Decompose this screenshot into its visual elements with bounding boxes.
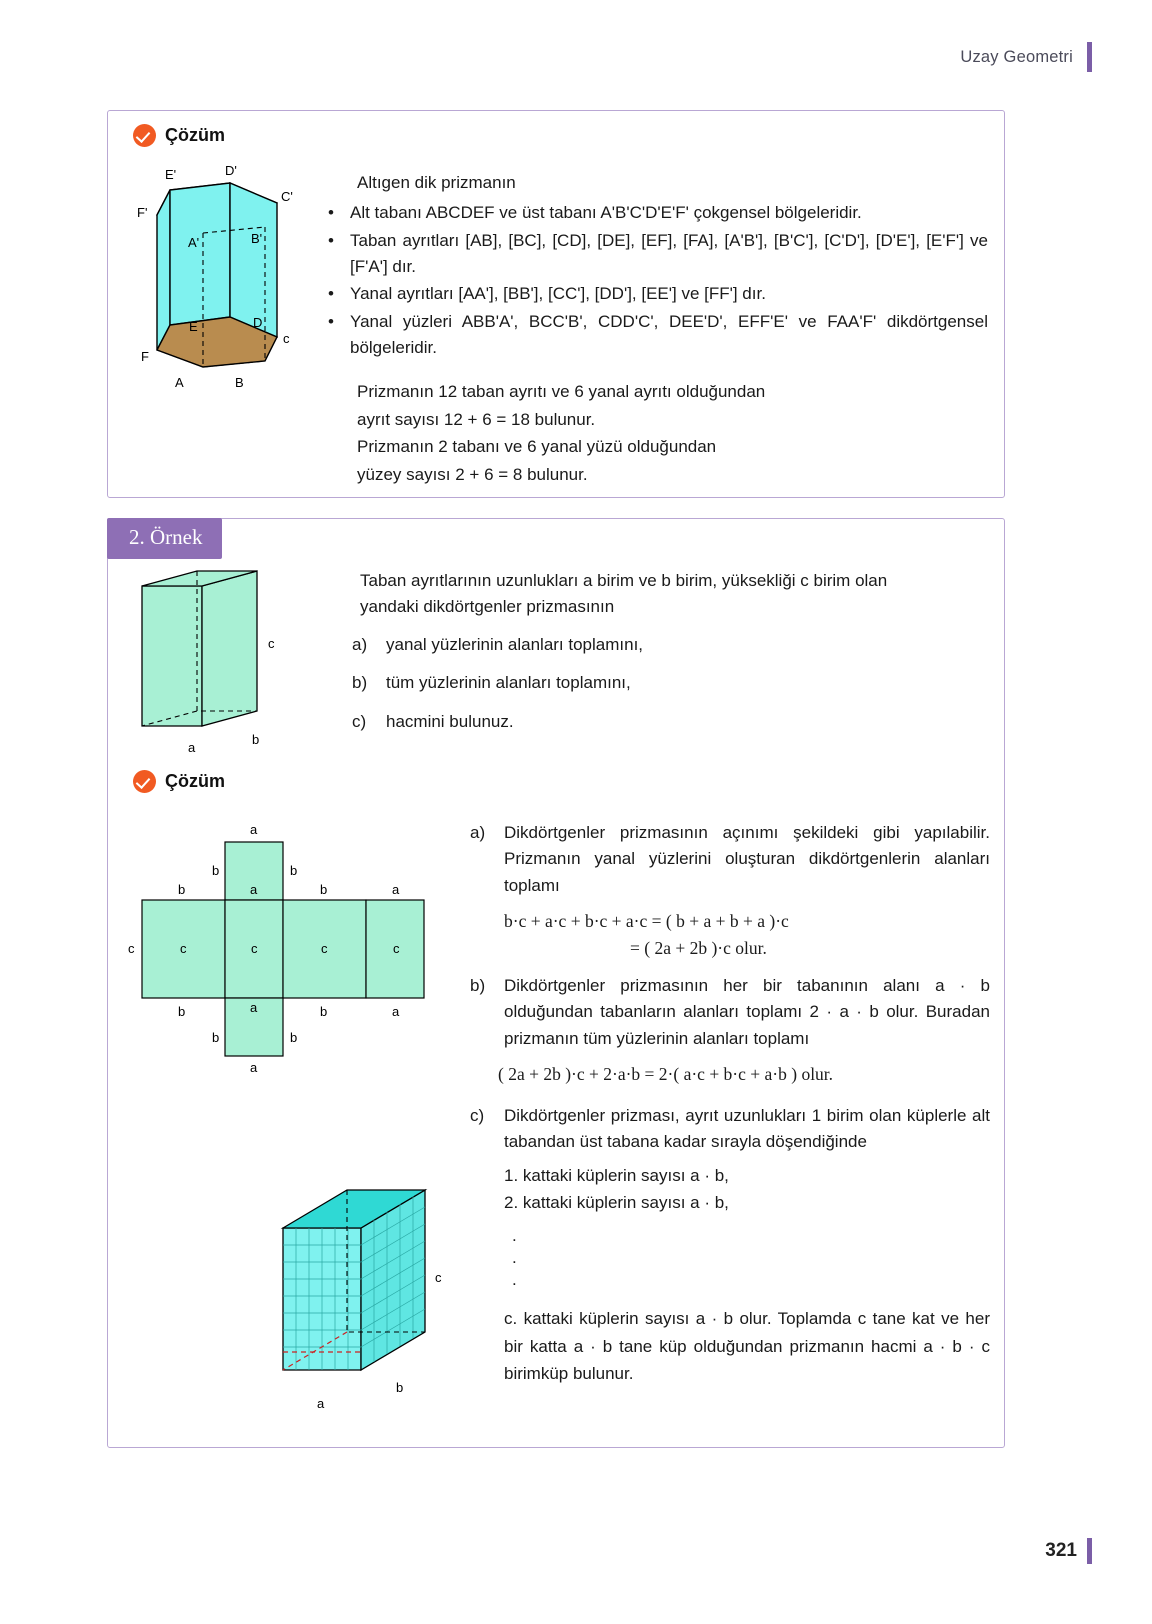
header-title: Uzay Geometri [960, 47, 1073, 66]
label-E-prime: E' [165, 167, 177, 182]
net-label-row-a2: a [392, 882, 400, 897]
question-label: a) [352, 635, 368, 654]
label-F: F [141, 349, 149, 364]
conclusion-line: yüzey sayısı 2 + 6 = 8 bulunur. [357, 464, 588, 484]
bullet-dot: • [328, 230, 334, 250]
answer-b-equations [498, 1064, 990, 1085]
answer-label: a) [470, 823, 486, 842]
answer-c-line: 2. kattaki küplerin sayısı a · b, [504, 1193, 729, 1213]
cozum-label: Çözüm [165, 125, 225, 145]
page-header [960, 42, 1092, 72]
net-label-row-b2: b [320, 882, 328, 897]
question-text: tüm yüzlerinin alanları toplamını, [386, 673, 631, 693]
label-C: c [283, 331, 290, 346]
label-B: B [235, 375, 244, 390]
net-label-c5: c [393, 941, 400, 956]
label-B-prime: B' [251, 231, 263, 246]
answer-a-equations [504, 911, 990, 959]
answer-label: c) [470, 1106, 485, 1126]
label-E: E [189, 319, 198, 334]
net-label-c2: c [180, 941, 187, 956]
net-label-row-b1: b [178, 882, 186, 897]
label-A: A [175, 375, 184, 390]
question-text: hacmini bulunuz. [386, 711, 514, 731]
answer-text: Dikdörtgenler prizmasının her bir tabanının alanı a · b olduğundan tabanların alanları toplamı 2 · a · b olur. Buradan prizmanın tüm yüzlerinin alanları toplamı [504, 976, 990, 1048]
question-item [352, 709, 972, 735]
answer-item-c [470, 1103, 990, 1156]
bullet-item [328, 309, 988, 361]
conclusion-line: Prizmanın 2 tabanı ve 6 yanal yüzü olduğundan [357, 437, 717, 457]
bullet-dot: • [328, 203, 334, 222]
label-A-prime: A' [188, 235, 200, 250]
answer-item-a [470, 820, 990, 899]
answer-item-b [470, 973, 990, 1052]
bullet-item [328, 228, 988, 280]
bullet-dot: • [328, 284, 334, 304]
net-label-left-b: b [212, 863, 220, 878]
equation-line: b·c + a·c + b·c + a·c = ( b + a + b + a )·c [504, 911, 789, 932]
question-list [352, 632, 972, 747]
example-tab-label: 2. Örnek [107, 518, 222, 559]
bullet-item [328, 200, 988, 226]
check-circle-icon [133, 770, 156, 793]
rectangular-prism-figure [132, 566, 322, 766]
net-label-low-b2: b [290, 1030, 298, 1045]
prism-net-figure [120, 820, 450, 1170]
bullet-text: Yanal ayrıtları [AA'], [BB'], [CC'], [DD'], [EE'] ve [FF'] dır. [350, 284, 766, 304]
net-label-c4: c [321, 941, 328, 956]
check-circle-icon [133, 124, 156, 147]
net-label-bot-a2: a [392, 1004, 400, 1019]
net-label-bot-a: a [250, 1000, 258, 1015]
prism-width-label: a [188, 740, 196, 755]
section1-intro: Altıgen dik prizmanın [357, 173, 516, 192]
bullet-text: Taban ayrıtları [AB], [BC], [CD], [DE], [EF], [FA], [A'B'], [B'C'], [C'D'], [D'E'], [E'F'] ve [F'A'] dır. [350, 230, 988, 276]
equation-line: ( 2a + 2b )·c + 2·a·b = 2·( a·c + b·c + a·b ) olur. [498, 1064, 834, 1085]
question-label: b) [352, 673, 368, 693]
answer-c-line: . [512, 1225, 517, 1245]
cube-filled-prism-figure [265, 1170, 465, 1420]
net-label-c3: c [251, 941, 258, 956]
answer-c-lines [504, 1162, 990, 1388]
label-F-prime: F' [137, 205, 148, 220]
question-text: yanal yüzlerinin alanları toplamını, [386, 635, 644, 654]
prism-height-label: c [268, 636, 275, 651]
net-label-c1: c [128, 941, 135, 956]
label-D-prime: D' [225, 165, 237, 178]
answer-text: Dikdörtgenler prizması, ayrıt uzunlukları 1 birim olan küplerle alt tabandan üst tabana kadar sırayla döşendiğinde [504, 1106, 990, 1152]
answer-c-closing: c. kattaki küplerin sayısı a · b olur. Toplamda c tane kat ve her bir katta a · b tane küp olduğundan prizmanın hacmi a · b · c birimküp bulunur. [504, 1309, 990, 1384]
label-C-prime: C' [281, 189, 293, 204]
bullet-text: Alt tabanı ABCDEF ve üst tabanı A'B'C'D'E'F' çokgensel bölgeleridir. [350, 203, 862, 222]
question-intro-line-2: yandaki dikdörtgenler prizmasının [360, 597, 615, 616]
bullet-dot: • [328, 312, 334, 332]
conclusion-line: ayrıt sayısı 12 + 6 = 18 bulunur. [357, 409, 596, 429]
page-number-block [1045, 1538, 1092, 1564]
answer-label: b) [470, 976, 486, 996]
prism-depth-label: b [252, 732, 260, 747]
conclusion-line: Prizmanın 12 taban ayrıtı ve 6 yanal ayrıtı olduğundan [357, 382, 766, 401]
answer-c-line: 1. kattaki küplerin sayısı a · b, [504, 1165, 729, 1185]
net-label-bot-b2: b [320, 1004, 328, 1019]
answers-block [470, 820, 990, 1388]
cozum-heading-1 [133, 124, 225, 147]
answer-c-line: . [512, 1270, 517, 1289]
cube-prism-height-label: c [435, 1270, 442, 1285]
answer-text: Dikdörtgenler prizmasının açınımı şekildeki gibi yapılabilir. Prizmanın yanal yüzlerini oluşturan dikdörtgenlerin alanları toplamı [504, 823, 990, 895]
bullet-text: Yanal yüzleri ABB'A', BCC'B', CDD'C', DEE'D', EFF'E' ve FAA'F' dikdörtgensel bölgeleridir. [350, 312, 988, 358]
cube-prism-width-label: a [317, 1396, 325, 1411]
question-label: c) [352, 711, 367, 731]
net-label-row-a: a [250, 882, 258, 897]
question-item [352, 632, 972, 658]
net-label-top-a: a [250, 822, 258, 837]
question-item [352, 670, 972, 696]
bullet-item [328, 281, 988, 307]
page-number-accent-bar [1087, 1538, 1092, 1564]
section1-bullet-list [328, 200, 988, 363]
answer-c-line: . [512, 1247, 517, 1267]
page-number: 321 [1045, 1540, 1077, 1561]
net-label-low-b1: b [212, 1030, 220, 1045]
label-D: D [253, 315, 263, 330]
net-label-bot-b1: b [178, 1004, 186, 1019]
header-accent-bar [1087, 42, 1092, 72]
net-label-right-b: b [290, 863, 298, 878]
cube-prism-depth-label: b [396, 1380, 404, 1395]
cozum-label: Çözüm [165, 771, 225, 791]
equation-line: = ( 2a + 2b )·c olur. [630, 938, 767, 959]
cozum-heading-2 [133, 770, 225, 793]
question-intro-line-1: Taban ayrıtlarının uzunlukları a birim ve b birim, yüksekliği c birim olan [360, 571, 888, 590]
hexagonal-prism-figure [125, 165, 335, 405]
net-label-bottom-a: a [250, 1060, 258, 1075]
section1-conclusion [357, 378, 977, 488]
